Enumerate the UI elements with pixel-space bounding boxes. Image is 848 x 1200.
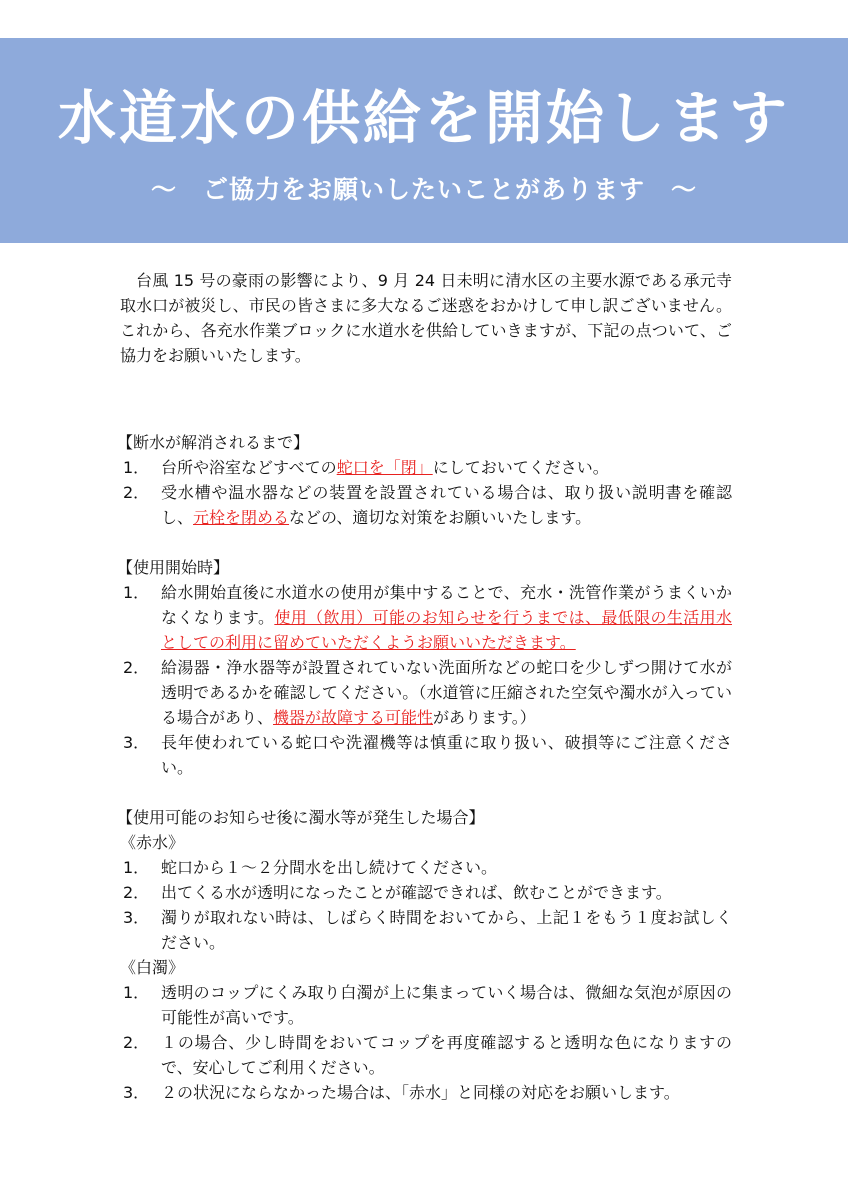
item-number: 1．	[123, 583, 150, 602]
instruction-list	[120, 980, 732, 1105]
item-text-before: 受水槽や温水器などの装置を設置されている場合は、取り扱い説明書を確認し、	[161, 483, 732, 527]
instruction-list	[120, 855, 732, 955]
list-item	[120, 1030, 732, 1080]
item-text-before: 給湯器・浄水器等が設置されていない洗面所などの蛇口を少しずつ開けて水が透明であるかを確認してください。（水道管に圧縮された空気や濁水が入っている場合があり、	[161, 658, 732, 727]
item-text: ２の状況にならなかった場合は、「赤水」と同様の対応をお願いします。	[161, 1083, 680, 1102]
item-number: 3．	[123, 908, 150, 927]
item-text	[161, 480, 732, 530]
item-text	[161, 730, 732, 780]
list-item	[120, 905, 732, 955]
item-text: 透明のコップにくみ取り白濁が上に集まっていく場合は、微細な気泡が原因の可能性が高いです。	[161, 983, 732, 1027]
item-text: 出てくる水が透明になったことが確認できれば、飲むことができます。	[161, 883, 672, 902]
item-text-after: などの、適切な対策をお願いいたします。	[289, 508, 592, 527]
item-number: 2．	[123, 483, 150, 502]
list-item	[120, 880, 732, 905]
list-item	[120, 980, 732, 1030]
list-item	[120, 480, 732, 530]
section-turbid-water	[117, 805, 732, 1105]
intro-paragraph: 台風 15 号の豪雨の影響により、9 月 24 日未明に清水区の主要水源である承元寺取水口が被災し、市民の皆さまに多大なるご迷惑をおかけして申し訳ございません。これから、各充水作業ブロックに水道水を供給していきますが、下記の点ついて、ご協力をお願いいたします。	[120, 271, 732, 365]
item-number: 3．	[123, 1083, 150, 1102]
item-highlight: 使用（飲用）可能のお知らせを行うまでは、最低限の生活用水としての利用に留めていただくようお願いいただきます。	[161, 608, 732, 652]
section-start-of-use	[117, 555, 732, 780]
list-item	[120, 855, 732, 880]
subsection-heading-white-water: 《白濁》	[120, 958, 185, 977]
item-text	[161, 455, 732, 480]
section-heading: 【使用開始時】	[117, 558, 230, 577]
item-text-after: があります。）	[433, 708, 536, 727]
item-highlight: 機器が故障する可能性	[273, 708, 434, 727]
item-number: 3．	[123, 733, 150, 752]
subsection-heading-red-water: 《赤水》	[120, 833, 185, 852]
section-until-restored	[117, 430, 732, 530]
item-text: 濁りが取れない時は、しばらく時間をおいてから、上記１をもう１度お試しください。	[161, 908, 732, 952]
list-item	[120, 1080, 732, 1105]
item-number: 1．	[123, 458, 150, 477]
item-number: 2．	[123, 658, 150, 677]
list-item	[120, 730, 732, 780]
section-heading: 【断水が解消されるまで】	[117, 433, 310, 452]
instruction-list	[120, 580, 732, 780]
item-highlight: 蛇口を「閉」	[336, 458, 433, 477]
item-highlight: 元栓を閉める	[193, 508, 290, 527]
page-title: 水道水の供給を開始します	[57, 84, 790, 152]
item-text: １の場合、少し時間をおいてコップを再度確認すると透明な色になりますので、安心してご利用ください。	[161, 1033, 732, 1077]
item-number: 1．	[123, 983, 150, 1002]
section-heading: 【使用可能のお知らせ後に濁水等が発生した場合】	[117, 808, 485, 827]
item-text-before: 台所や浴室などすべての	[161, 458, 337, 477]
item-text-before: 長年使われている蛇口や洗濯機等は慎重に取り扱い、破損等にご注意ください。	[161, 733, 732, 777]
item-text	[161, 580, 732, 655]
instruction-list	[120, 455, 732, 530]
item-text	[161, 655, 732, 730]
list-item	[120, 655, 732, 730]
list-item	[120, 455, 732, 480]
item-number: 1．	[123, 858, 150, 877]
item-number: 2．	[123, 1033, 150, 1052]
notice-body	[117, 268, 732, 1105]
list-item	[120, 580, 732, 655]
item-text-after: にしておいてください。	[432, 458, 609, 477]
page-subtitle: ～ ご協力をお願いしたいことがあります ～	[150, 175, 697, 204]
item-text-before: 給水開始直後に水道水の使用が集中することで、充水・洗管作業がうまくいかなくなります。	[161, 583, 732, 627]
item-number: 2．	[123, 883, 150, 902]
item-text: 蛇口から１～２分間水を出し続けてください。	[161, 858, 498, 877]
